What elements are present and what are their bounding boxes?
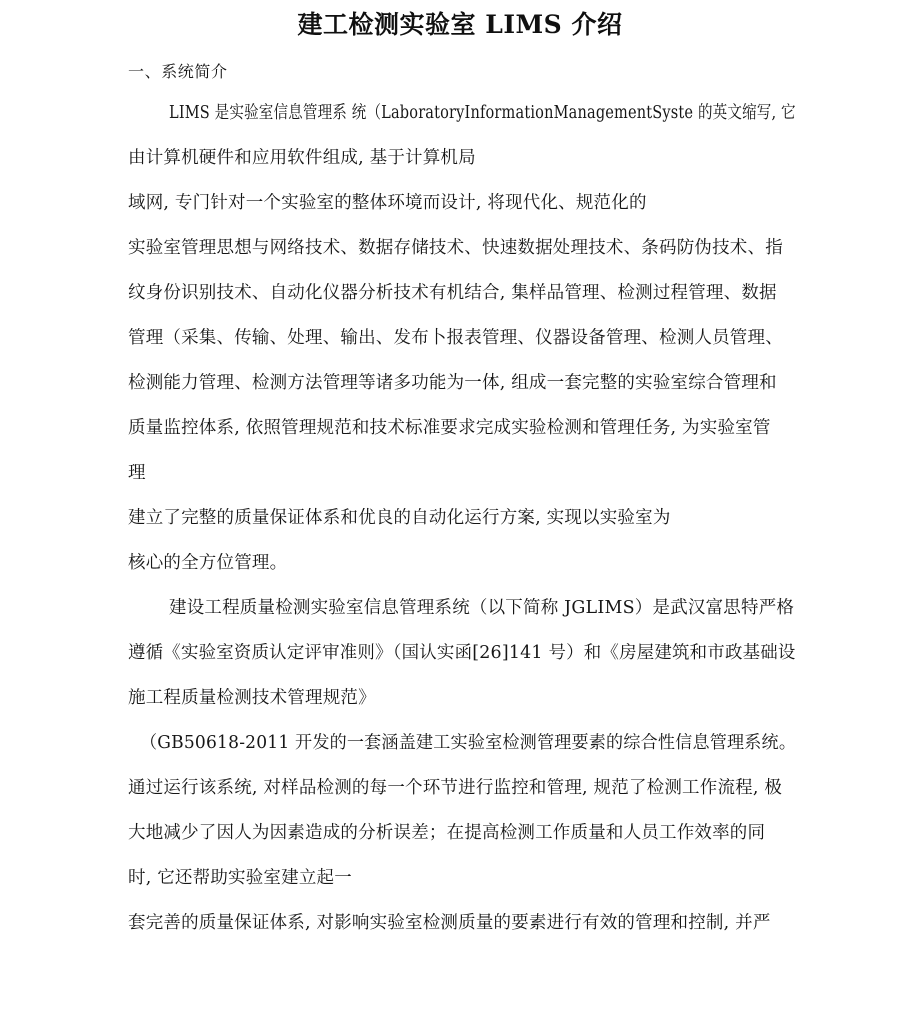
text-line: 理 xyxy=(128,463,146,483)
text-line: 套完善的质量保证体系, 对影响实验室检测质量的要素进行有效的管理和控制, 并严 xyxy=(128,913,771,933)
text-line: 质量监控体系, 依照管理规范和技术标准要求完成实验检测和管理任务, 为实验室管 xyxy=(128,418,771,438)
text-line: 施工程质量检测技术管理规范》 xyxy=(128,688,376,708)
text-line: 由计算机硬件和应用软件组成, 基于计算机局 xyxy=(128,148,476,168)
text-line: 建立了完整的质量保证体系和优良的自动化运行方案, 实现以实验室为 xyxy=(128,508,671,528)
text-line: LIMS 是实验室信息管理系 统（LaboratoryInformationManagementSyste 的英文缩写, 它 xyxy=(169,103,796,123)
text-line: 遵循《实验室资质认定评审准则》（国认实函[26]141 号）和《房屋建筑和市政基础设 xyxy=(128,643,796,663)
paragraph-lines xyxy=(128,99,796,937)
text-line: 大地减少了因人为因素造成的分析误差；在提高检测工作质量和人员工作效率的同 xyxy=(128,823,766,843)
text-line: 检测能力管理、检测方法管理等诸多功能为一体, 组成一套完整的实验室综合管理和 xyxy=(128,373,777,393)
text-line: 纹身份识别技术、自动化仪器分析技术有机结合, 集样品管理、检测过程管理、数据 xyxy=(128,283,777,303)
text-line: 域网, 专门针对一个实验室的整体环境而设计, 将现代化、规范化的 xyxy=(128,193,647,213)
text-line: 实验室管理思想与网络技术、数据存储技术、快速数据处理技术、条码防伪技术、指 xyxy=(128,238,783,258)
text-line: 通过运行该系统, 对样品检测的每一个环节进行监控和管理, 规范了检测工作流程, 极 xyxy=(128,778,783,798)
page-title: 建工检测实验室 LIMS 介绍 xyxy=(297,10,623,39)
document-body xyxy=(128,58,796,954)
text-line: 核心的全方位管理。 xyxy=(128,553,288,573)
text-line: 建设工程质量检测实验室信息管理系统（以下简称 JGLIMS）是武汉富思特严格 xyxy=(169,598,795,618)
text-line: 时, 它还帮助实验室建立起一 xyxy=(128,868,352,888)
section-heading: 一、系统简介 xyxy=(128,62,228,81)
text-line: （GB50618-2011 开发的一套涵盖建工实验室检测管理要素的综合性信息管理系统。 xyxy=(140,733,797,753)
text-line: 管理（采集、传输、处理、输出、发布卜报表管理、仪器设备管理、检测人员管理、 xyxy=(128,328,783,348)
